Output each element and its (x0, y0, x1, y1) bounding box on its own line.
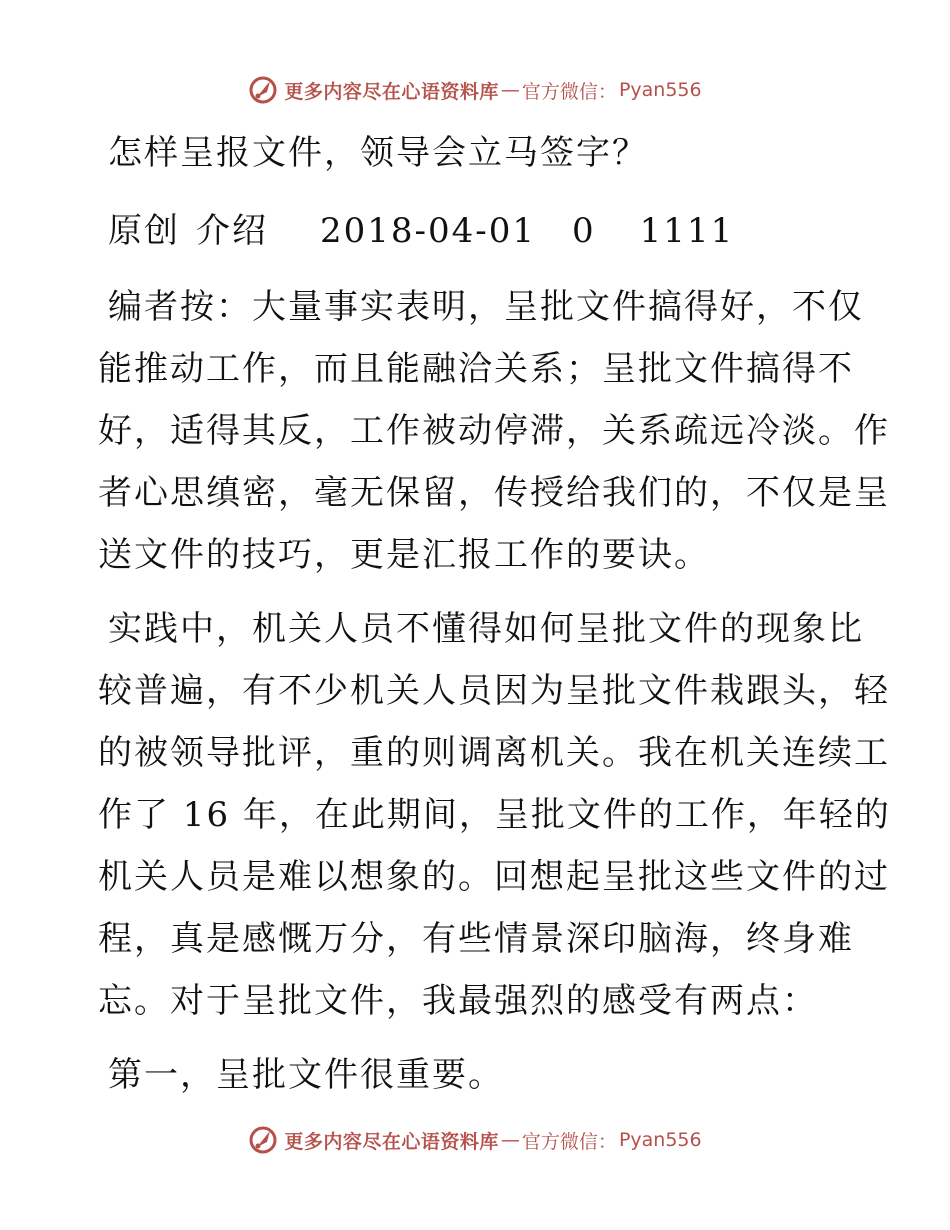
banner-wechat-label: 官方微信： (521, 1130, 617, 1153)
banner-dash: — (500, 1129, 520, 1151)
paragraph-line: 者心思缜密，毫无保留，传授给我们的，不仅是呈 (98, 473, 890, 513)
paragraph-line: 送文件的技巧，更是汇报工作的要诀。 (98, 535, 710, 575)
paragraph-line: 作了 16 年，在此期间，呈批文件的工作，年轻的 (98, 795, 891, 835)
paragraph-line: 实践中，机关人员不懂得如何呈批文件的现象比 (108, 609, 864, 649)
meta-date: 2018-04-01 (320, 211, 537, 251)
meta-views: 1111 (639, 211, 735, 251)
paragraph-line: 好，适得其反，工作被动停滞，关系疏远冷淡。作 (98, 411, 890, 451)
paragraph-point-one (98, 1044, 858, 1106)
article-title: 怎样呈报文件，领导会立马签字？ (108, 133, 648, 173)
banner-wechat-label: 官方微信： (521, 80, 617, 103)
banner-main-text: 更多内容尽在心语资料库 (284, 1130, 499, 1153)
paragraph-editor-note (98, 276, 890, 586)
paragraph-line: 较普遍，有不少机关人员因为呈批文件栽跟头，轻 (98, 671, 890, 711)
paragraph-line: 程，真是感慨万分，有些情景深印脑海，终身难 (98, 919, 854, 959)
paragraph-line: 能推动工作，而且能融洽关系；呈批文件搞得不 (98, 349, 854, 389)
paragraph-line: 第一，呈批文件很重要。 (108, 1055, 504, 1095)
paragraph-line: 忘。对于呈批文件，我最强烈的感受有两点： (98, 981, 818, 1021)
header-banner (0, 70, 950, 110)
meta-comments: 0 (572, 211, 596, 251)
paragraph-line: 编者按：大量事实表明，呈批文件搞得好，不仅 (108, 287, 864, 327)
article-meta (98, 200, 858, 262)
banner-wechat-id: Pyan556 (618, 79, 702, 101)
quill-logo-icon (248, 75, 278, 105)
quill-logo-icon (248, 1125, 278, 1155)
article-body (98, 122, 891, 1118)
paragraph-line: 机关人员是难以想象的。回想起呈批这些文件的过 (98, 857, 890, 897)
footer-banner (0, 1120, 950, 1160)
banner-wechat-id: Pyan556 (618, 1129, 702, 1151)
paragraph-practice (98, 598, 891, 1032)
meta-author: 介绍 (196, 211, 268, 251)
banner-main-text: 更多内容尽在心语资料库 (284, 80, 499, 103)
banner-dash: — (500, 79, 520, 101)
paragraph-line: 的被领导批评，重的则调离机关。我在机关连续工 (98, 733, 890, 773)
meta-type: 原创 (108, 211, 180, 251)
